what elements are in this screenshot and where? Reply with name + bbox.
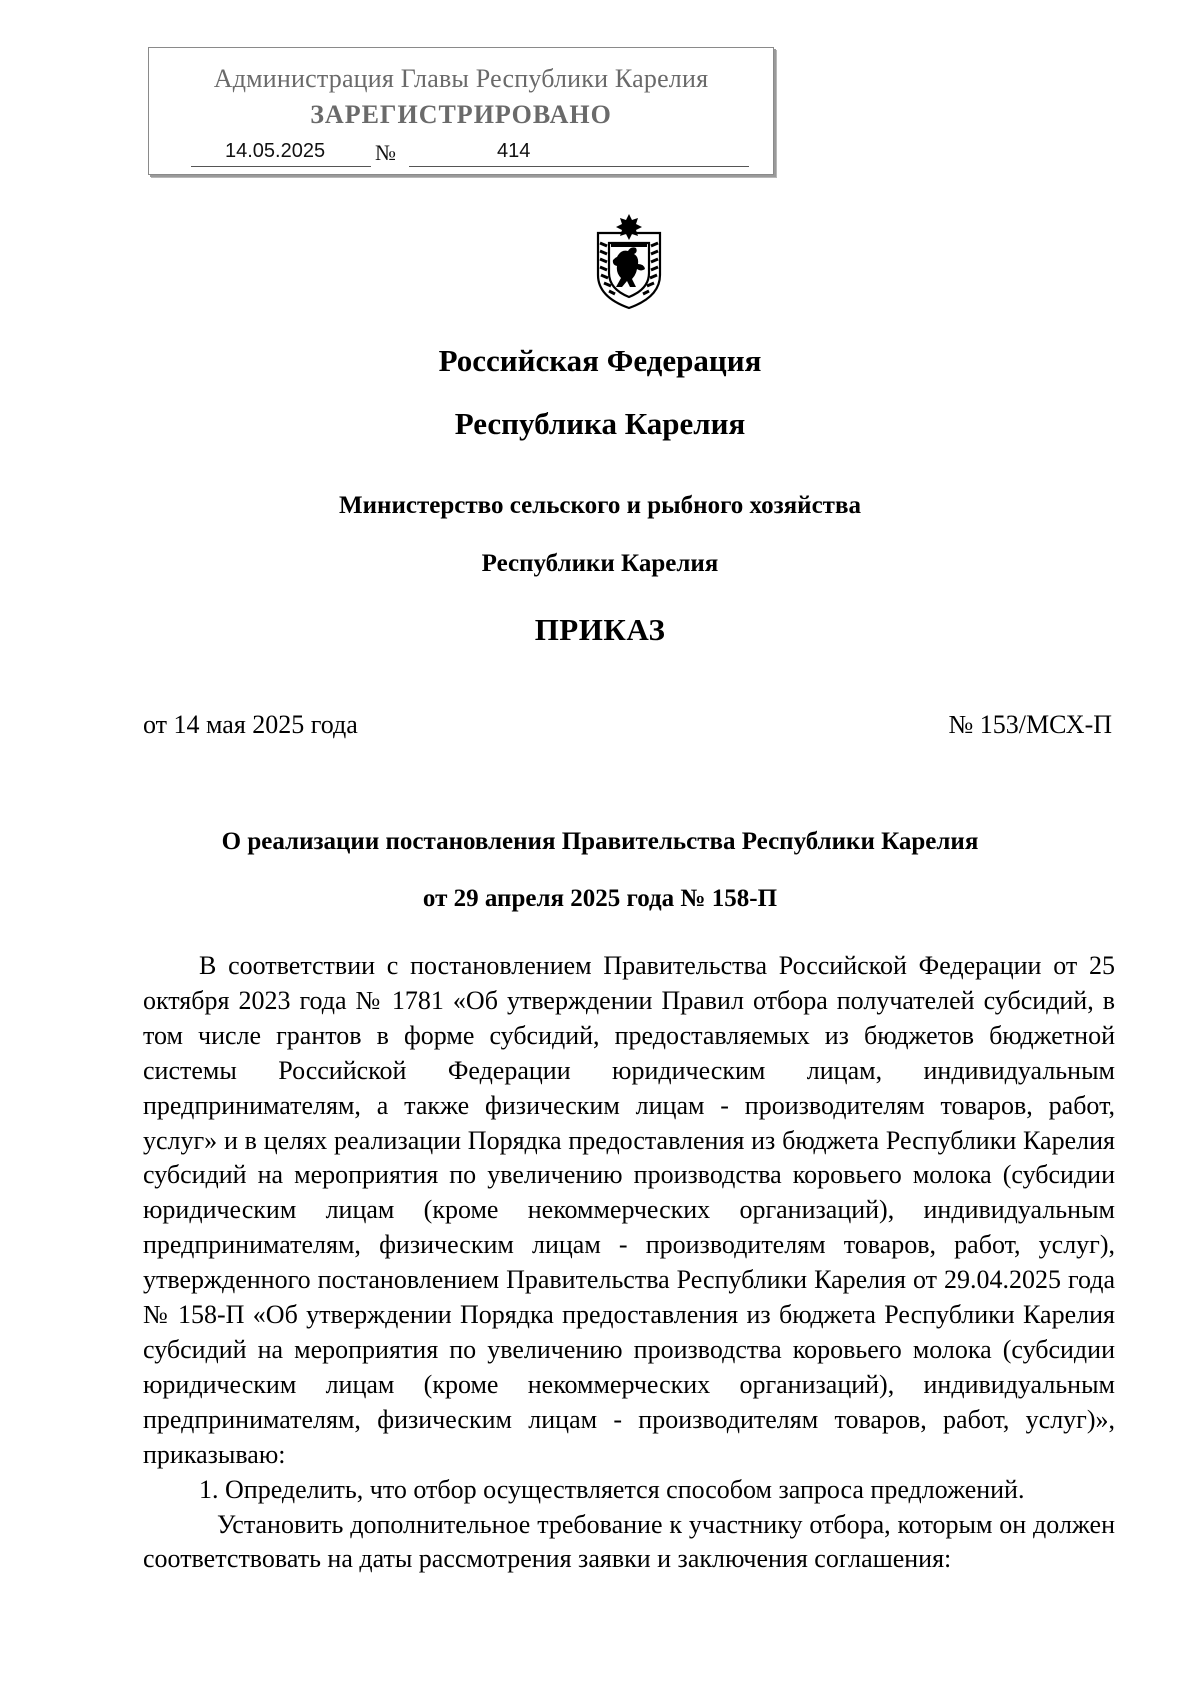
document-type-heading: ПРИКАЗ xyxy=(534,612,666,647)
karelia-coat-of-arms-icon xyxy=(588,213,670,311)
country-heading: Российская Федерация xyxy=(438,343,762,378)
body-paragraph-1: В соответствии с постановлением Правительства Российской Федерации от 25 октября 2023 года № 1781 «Об утверждении Правил отбора получателей субсидий, в том числе грантов в форме субсидий, предоставляемых из бюджетов бюджетной системы Российской Федерации юридическим лицам, индивидуальным предпринимателям, а также физическим лицам - производителям товаров, работ, услуг» и в целях реализации Порядка предоставления из бюджета Республики Карелия субсидий на мероприятия по увеличению производства коровьего молока (субсидии юридическим лицам (кроме некоммерческих организаций), индивидуальным предпринимателям, физическим лицам - производителям товаров, работ, услуг), утвержденного постановлением Правительства Республики Карелия от 29.04.2025 года № 158-П «Об утверждении Порядка предоставления из бюджета Республики Карелия субсидий на мероприятия по увеличению производства коровьего молока (субсидии юридическим лицам (кроме некоммерческих организаций), индивидуальным предпринимателям, физическим лицам - производителям товаров, работ, услуг)», приказываю: xyxy=(143,951,1115,1469)
stamp-status: ЗАРЕГИСТРИРОВАНО xyxy=(310,100,612,129)
document-body xyxy=(143,949,1115,1577)
stamp-date-field xyxy=(191,138,371,167)
stamp-organization: Администрация Главы Республики Карелия xyxy=(213,64,709,93)
order-date: от 14 мая 2025 года xyxy=(143,710,358,739)
stamp-number-sign: № xyxy=(375,140,396,165)
order-number: № 153/МСХ-П xyxy=(948,710,1112,739)
body-paragraph-2: 1. Определить, что отбор осуществляется способом запроса предложений. xyxy=(199,1474,1025,1504)
ministry-heading-line1: Министерство сельского и рыбного хозяйства xyxy=(339,492,861,519)
stamp-number-field xyxy=(409,138,749,167)
subject-line2: от 29 апреля 2025 года № 158-П xyxy=(422,885,778,912)
registration-stamp xyxy=(148,47,774,175)
republic-heading: Республика Карелия xyxy=(454,406,746,441)
subject-line1: О реализации постановления Правительства Республики Карелия xyxy=(221,828,979,855)
stamp-number: 414 xyxy=(497,140,531,162)
body-paragraph-3: Установить дополнительное требование к участнику отбора, которым он должен соответствовать на даты рассмотрения заявки и заключения соглашения: xyxy=(143,1509,1115,1574)
stamp-date: 14.05.2025 xyxy=(225,140,326,162)
ministry-heading-line2: Республики Карелия xyxy=(481,550,719,577)
